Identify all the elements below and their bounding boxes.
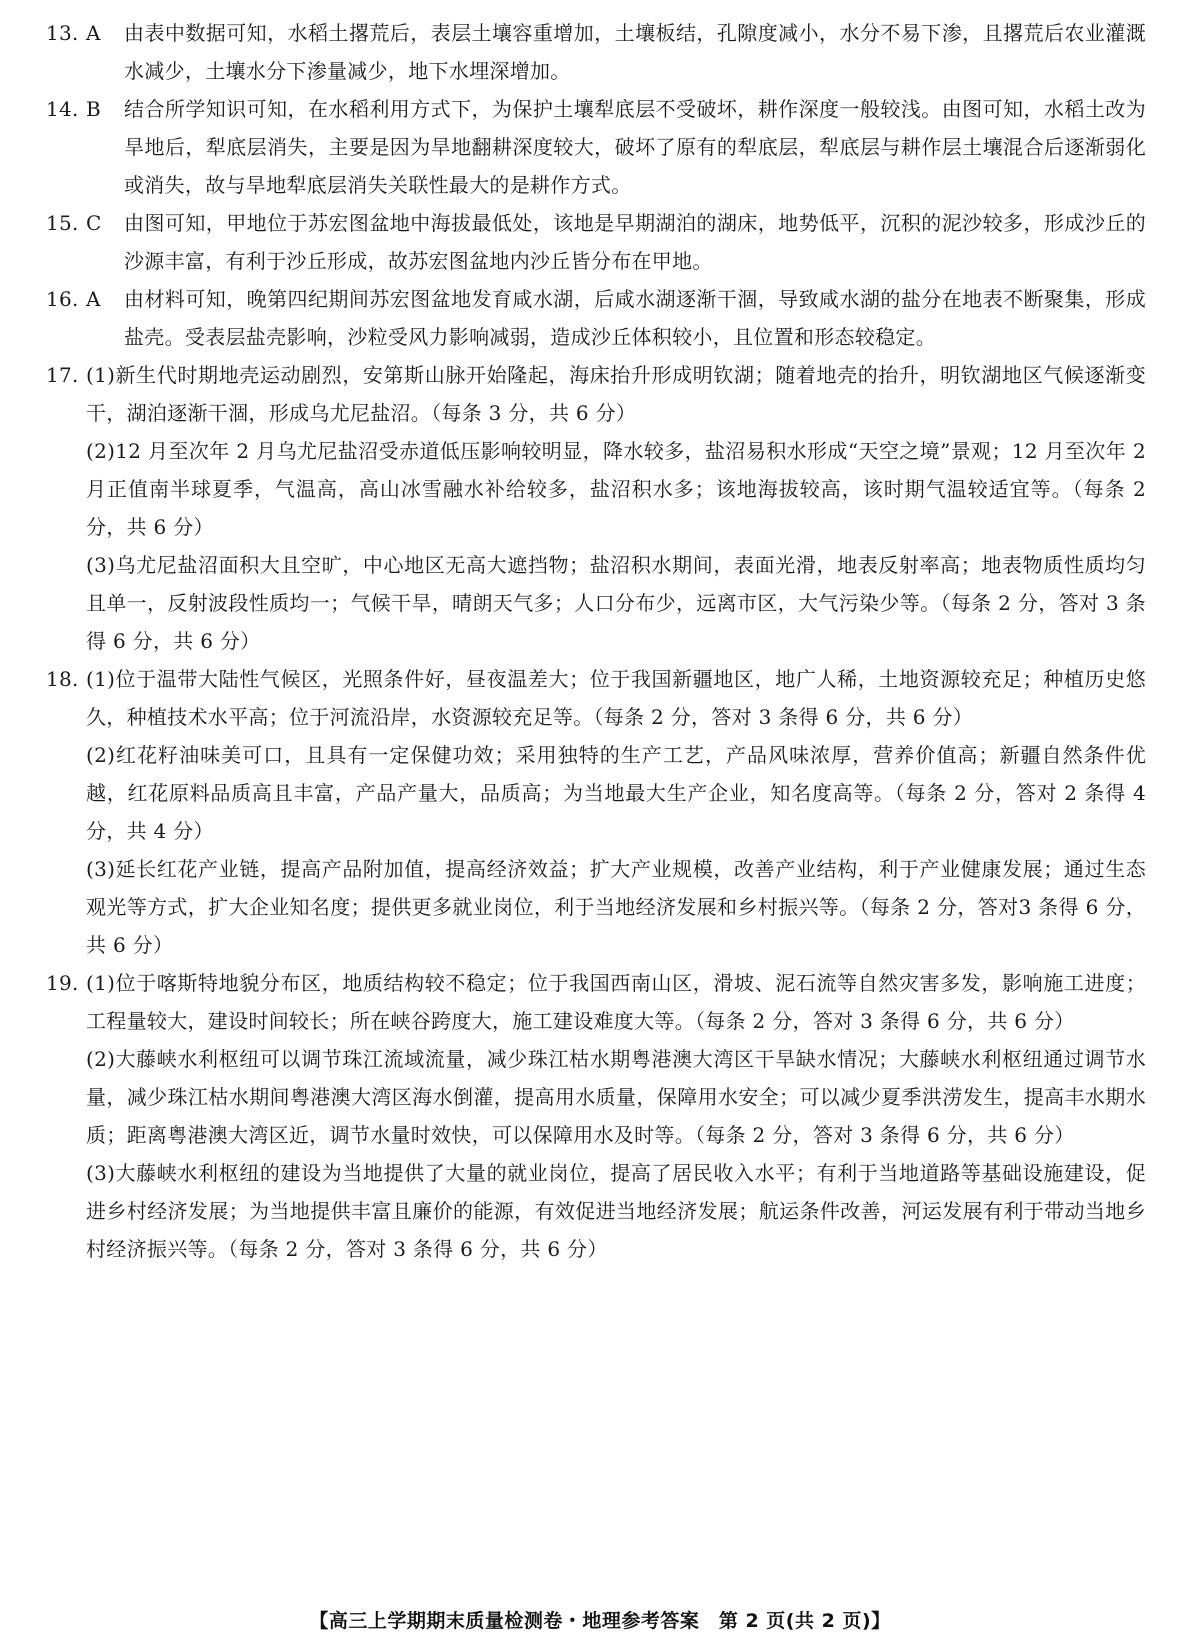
answer-17-part-1 [46, 356, 1146, 432]
answer-18-part-2: (2)红花籽油味美可口，且具有一定保健功效；采用独特的生产工艺，产品风味浓厚，营养价值高；新疆自然条件优越，红花原料品质高且丰富，产品产量大，品质高；为当地最大生产企业，知名度高等。（每条 2 分，答对 2 条得 4 分，共 4 分） [86, 743, 1146, 843]
answer-13 [46, 14, 1146, 90]
answer-text: (1)位于喀斯特地貌分布区，地质结构较不稳定；位于我国西南山区，滑坡、泥石流等自然灾害多发，影响施工进度；工程量较大，建设时间较长；所在峡谷跨度大，施工建设难度大等。（每条 2 分，答对 3 条得 6 分，共 6 分） [86, 971, 1146, 1033]
question-number: 13. [46, 21, 79, 45]
answer-text: (1)新生代时期地壳运动剧烈，安第斯山脉开始隆起，海床抬升形成明钦湖；随着地壳的抬升，明钦湖地区气候逐渐变干，湖泊逐渐干涸，形成乌尤尼盐沼。（每条 3 分，共 6 分） [86, 363, 1146, 425]
answer-19-part-1 [46, 964, 1146, 1040]
answer-explanation: 由表中数据可知，水稻土撂荒后，表层土壤容重增加，土壤板结，孔隙度减小，水分不易下渗，且撂荒后农业灌溉水减少，土壤水分下渗量减少，地下水埋深增加。 [124, 21, 1146, 83]
answer-16 [46, 280, 1146, 356]
question-number: 14. [46, 97, 79, 121]
answer-15 [46, 204, 1146, 280]
answer-explanation: 由材料可知，晚第四纪期间苏宏图盆地发育咸水湖，后咸水湖逐渐干涸，导致咸水湖的盐分在地表不断聚集，形成盐壳。受表层盐壳影响，沙粒受风力影响减弱，造成沙丘体积较小，且位置和形态较稳定。 [124, 287, 1146, 349]
answer-content [46, 14, 1146, 1268]
answer-explanation: 由图可知，甲地位于苏宏图盆地中海拔最低处，该地是早期湖泊的湖床，地势低平，沉积的泥沙较多，形成沙丘的沙源丰富，有利于沙丘形成，故苏宏图盆地内沙丘皆分布在甲地。 [124, 211, 1146, 273]
question-number: 19. [46, 971, 79, 995]
answer-18-part-3: (3)延长红花产业链，提高产品附加值，提高经济效益；扩大产业规模，改善产业结构，利于产业健康发展；通过生态观光等方式，扩大企业知名度；提供更多就业岗位，利于当地经济发展和乡村振兴等。（每条 2 分，答对3 条得 6 分，共 6 分） [86, 857, 1146, 957]
answer-17-part-3: (3)乌尤尼盐沼面积大且空旷，中心地区无高大遮挡物；盐沼积水期间，表面光滑，地表反射率高；地表物质性质均匀且单一，反射波段性质均一；气候干旱，晴朗天气多；人口分布少，远离市区，大气污染少等。（每条 2 分，答对 3 条得 6 分，共 6 分） [86, 553, 1146, 653]
answer-choice: A [86, 21, 101, 45]
question-number: 15. [46, 211, 79, 235]
question-number: 17. [46, 363, 79, 387]
answer-19-part-3: (3)大藤峡水利枢纽的建设为当地提供了大量的就业岗位，提高了居民收入水平；有利于当地道路等基础设施建设，促进乡村经济发展；为当地提供丰富且廉价的能源，有效促进当地经济发展；航运条件改善，河运发展有利于带动当地乡村经济振兴等。（每条 2 分，答对 3 条得 6 分，共 6 分） [86, 1161, 1146, 1261]
page-footer: 【高三上学期期末质量检测卷・地理参考答案 第 2 页(共 2 页)】 [309, 1610, 891, 1632]
answer-14 [46, 90, 1146, 204]
answer-17-part-2: (2)12 月至次年 2 月乌尤尼盐沼受赤道低压影响较明显，降水较多，盐沼易积水形成“天空之境”景观；12 月至次年 2 月正值南半球夏季，气温高，高山冰雪融水补给较多，盐沼积水多；该地海拔较高，该时期气温较适宜等。（每条 2 分，共 6 分） [86, 439, 1146, 539]
answer-18-part-1 [46, 660, 1146, 736]
answer-choice: B [86, 97, 101, 121]
answer-explanation: 结合所学知识可知，在水稻利用方式下，为保护土壤犁底层不受破坏，耕作深度一般较浅。由图可知，水稻土改为旱地后，犁底层消失，主要是因为旱地翻耕深度较大，破坏了原有的犁底层，犁底层与耕作层土壤混合后逐渐弱化或消失，故与旱地犁底层消失关联性最大的是耕作方式。 [124, 97, 1146, 197]
answer-choice: C [86, 211, 102, 235]
question-number: 18. [46, 667, 79, 691]
answer-text: (1)位于温带大陆性气候区，光照条件好，昼夜温差大；位于我国新疆地区，地广人稀，土地资源较充足；种植历史悠久，种植技术水平高；位于河流沿岸，水资源较充足等。（每条 2 分，答对 3 条得 6 分，共 6 分） [86, 667, 1146, 729]
question-number: 16. [46, 287, 79, 311]
answer-choice: A [86, 287, 101, 311]
answer-19-part-2: (2)大藤峡水利枢纽可以调节珠江流域流量，减少珠江枯水期粤港澳大湾区干旱缺水情况；大藤峡水利枢纽通过调节水量，减少珠江枯水期间粤港澳大湾区海水倒灌，提高用水质量，保障用水安全；可以减少夏季洪涝发生，提高丰水期水质；距离粤港澳大湾区近，调节水量时效快，可以保障用水及时等。（每条 2 分，答对 3 条得 6 分，共 6 分） [86, 1047, 1146, 1147]
